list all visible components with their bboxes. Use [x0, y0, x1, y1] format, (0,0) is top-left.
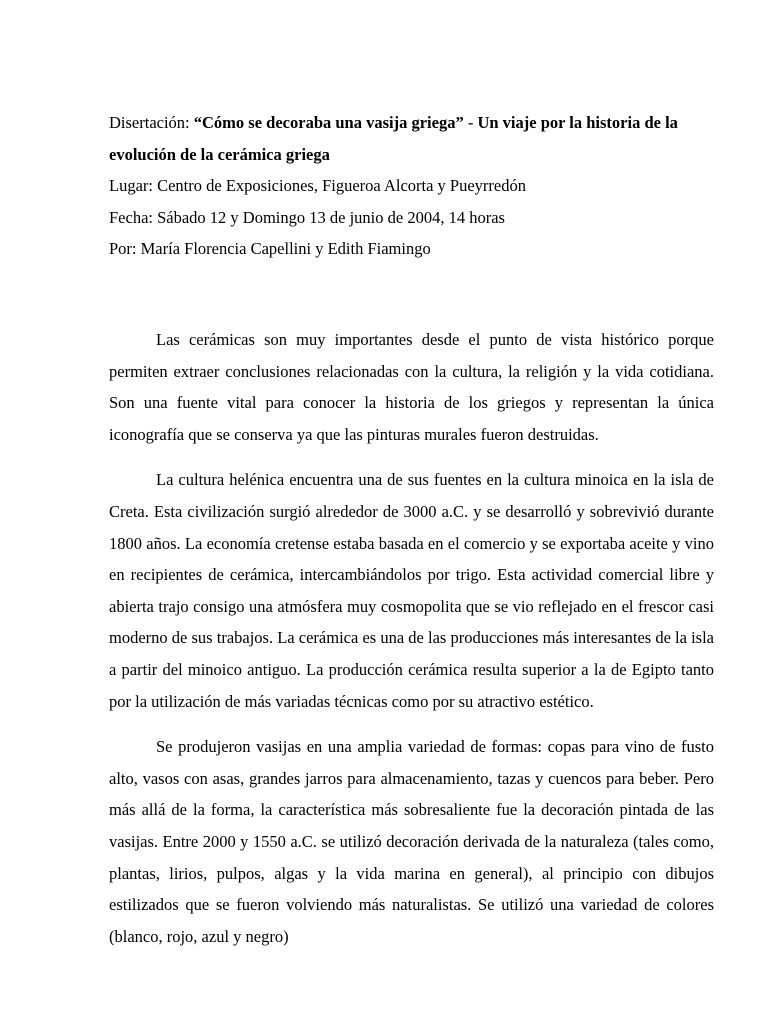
document-page [109, 0, 714, 1024]
title-subtitle: Un viaje por la historia de la evolución de la cerámica griega [109, 113, 678, 164]
title-quoted: “Cómo se decoraba una vasija griega” [193, 113, 464, 132]
authors-line: Por: María Florencia Capellini y Edith Fiamingo [109, 239, 431, 258]
date-line: Fecha: Sábado 12 y Domingo 13 de junio de 2004, 14 horas [109, 207, 505, 227]
dissertation-title [109, 107, 714, 170]
paragraph: Las cerámicas son muy importantes desde el punto de vista histórico porque permiten extraer conclusiones relacionadas con la cultura, la religión y la vida cotidiana. Son una fuente vital para conocer la historia de los griegos y representan la única iconografía que se conserva ya que las pinturas murales fueron destruidas. [109, 330, 714, 444]
document-body [109, 324, 714, 966]
paragraph: La cultura helénica encuentra una de sus fuentes en la cultura minoica en la isla de Creta. Esta civilización surgió alrededor de 3000 a.C. y se desarrolló y sobrevivió durante 1800 años. La economía cretense estaba basada en el comercio y se exportaba aceite y vino en recipientes de cerámica, intercambiándolos por trigo. Esta actividad comercial libre y abierta trajo consigo una atmósfera muy cosmopolita que se vio reflejado en el frescor casi moderno de sus trabajos. La cerámica es una de las producciones más interesantes de la isla a partir del minoico antiguo. La producción cerámica resulta superior a la de Egipto tanto por la utilización de más variadas técnicas como por su atractivo estético. [109, 470, 714, 711]
title-separator: - [463, 113, 478, 132]
title-prefix: Disertación: [109, 113, 194, 132]
location-line: Lugar: Centro de Exposiciones, Figueroa Alcorta y Pueyrredón [109, 176, 526, 195]
document-header [109, 107, 714, 265]
paragraph: Se produjeron vasijas en una amplia variedad de formas: copas para vino de fusto alto, vasos con asas, grandes jarros para almacenamiento, tazas y cuencos para beber. Pero más allá de la forma, la característica más sobresaliente fue la decoración pintada de las vasijas. Entre 2000 y 1550 a.C. se utilizó decoración derivada de la naturaleza (tales como, plantas, lirios, pulpos, algas y la vida marina en general), al principio con dibujos estilizados que se fueron volviendo más naturalistas. Se utilizó una variedad de colores (blanco, rojo, azul y negro) [109, 737, 714, 946]
